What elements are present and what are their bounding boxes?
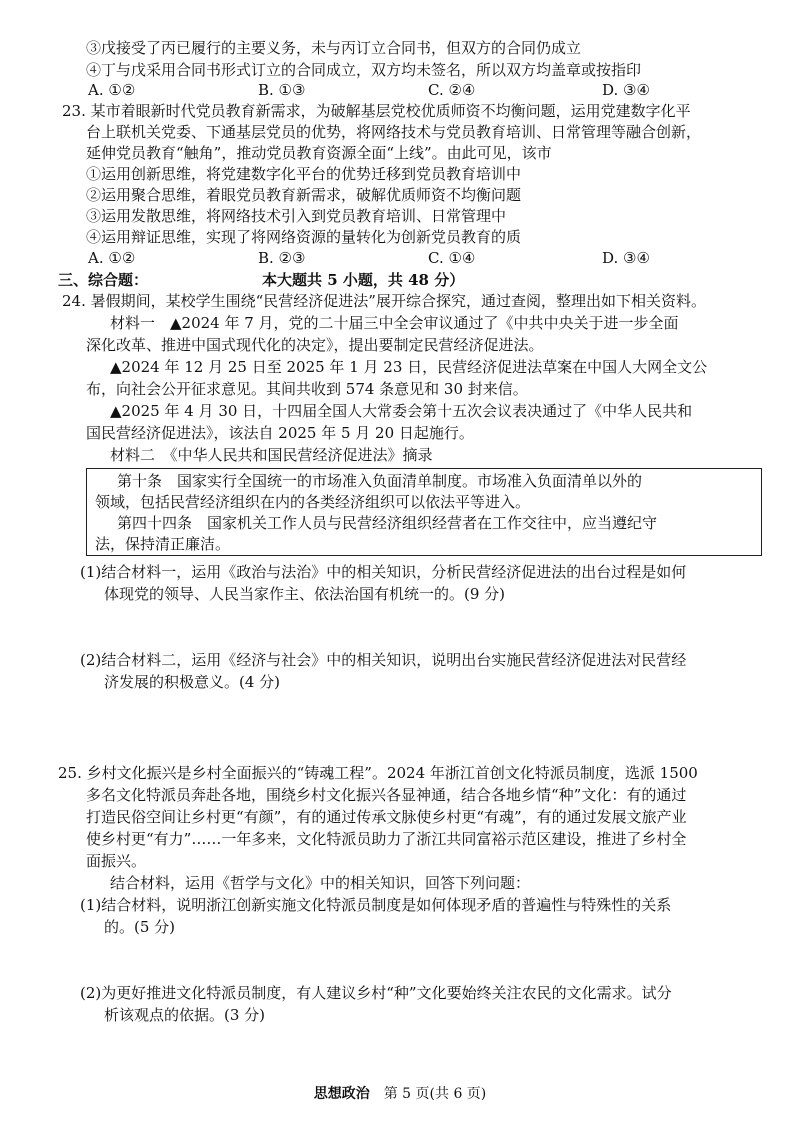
q23-choice-d: D. ③④ xyxy=(602,249,650,267)
q23-item-4: ④运用辩证思维，实现了将网络资源的量转化为创新党员教育的质 xyxy=(86,228,522,246)
q22-option-3: ③戊接受了丙已履行的主要义务，未与丙订立合同书，但双方的合同仍成立 xyxy=(86,39,582,57)
q25-stem-line-2: 多名文化特派员奔赴各地，围绕乡村文化振兴各显神通，结合各地乡情“种”文化：有的通过 xyxy=(86,786,687,804)
q23-choice-c: C. ①④ xyxy=(428,249,476,267)
q23-choices xyxy=(86,248,766,268)
q24-sub1-line-2: 体现党的领导、人民当家作主、依法治国有机统一的。(9 分) xyxy=(104,585,506,603)
q23-item-3: ③运用发散思维，将网络技术引入到党员教育培训、日常管理中 xyxy=(86,207,507,225)
q23-stem-line-2: 台上联机关党委、下通基层党员的优势，将网络技术与党员教育培训、日常管理等融合创新， xyxy=(86,123,702,141)
q25-sub1-line-1: (1)结合材料，说明浙江创新实施文化特派员制度是如何体现矛盾的普遍性与特殊性的关系 xyxy=(80,896,672,914)
q23-stem-line-1: 23. 某市着眼新时代党员教育新需求，为破解基层党校优质师资不均衡问题，运用党建数字化平 xyxy=(62,102,691,120)
q25-stem-line-5: 面振兴。 xyxy=(86,852,147,870)
q25-stem-line-3: 打造民俗空间让乡村更“有颜”，有的通过传承文脉使乡村更“有魂”，有的通过发展文旅产业 xyxy=(86,808,687,826)
page-footer xyxy=(0,1083,800,1103)
q25-instruction: 结合材料，运用《哲学与文化》中的相关知识，回答下列问题： xyxy=(110,874,531,892)
q24-box-line-1: 第十条 国家实行全国统一的市场准入负面清单制度。市场准入负面清单以外的 xyxy=(117,472,643,490)
q22-choice-b: B. ①③ xyxy=(258,81,306,99)
q23-item-2: ②运用聚合思维，着眼党员教育新需求，破解优质师资不均衡问题 xyxy=(86,186,522,204)
q24-material-1-line-4: 布，向社会公开征求意见。其间共收到 574 条意见和 30 封来信。 xyxy=(86,380,528,398)
q25-sub2-line-1: (2)为更好推进文化特派员制度，有人建议乡村“种”文化要始终关注农民的文化需求。试分 xyxy=(80,984,672,1002)
q24-sub2-line-1: (2)结合材料二，运用《经济与社会》中的相关知识，说明出台实施民营经济促进法对民营经 xyxy=(80,651,687,669)
q24-material-1-line-3: ▲2024 年 12 月 25 日至 2025 年 1 月 23 日，民营经济促进法草案在中国人大网全文公 xyxy=(110,358,708,376)
q24-sub2-line-2: 济发展的积极意义。(4 分) xyxy=(104,673,281,691)
section-3-label: 三、综合题： xyxy=(58,271,149,289)
q24-material-1-line-5: ▲2025 年 4 月 30 日，十四届全国人大常委会第十五次会议表决通过了《中华人民共和 xyxy=(110,402,693,420)
q24-material-2-title: 材料二 《中华人民共和国民营经济促进法》摘录 xyxy=(110,446,433,464)
q23-choice-b: B. ②③ xyxy=(258,249,306,267)
q22-choices xyxy=(86,80,766,100)
q22-choice-d: D. ③④ xyxy=(602,81,650,99)
q25-stem-line-1: 25. 乡村文化振兴是乡村全面振兴的“铸魂工程”。2024 年浙江首创文化特派员制度，选派 1500 xyxy=(58,764,698,782)
section-3-info: 本大题共 5 小题，共 48 分） xyxy=(262,271,465,289)
q23-stem-line-3: 延伸党员教育“触角”，推动党员教育资源全面“上线”。由此可见，该市 xyxy=(86,144,552,162)
q24-box-line-3: 第四十四条 国家机关工作人员与民营经济组织经营者在工作交往中，应当遵纪守 xyxy=(117,514,658,532)
q24-stem: 24. 暑假期间，某校学生围绕“民营经济促进法”展开综合探究，通过查阅，整理出如下相关资料。 xyxy=(62,292,706,310)
footer-subject: 思想政治 xyxy=(313,1086,370,1102)
q24-box-line-2: 领域，包括民营经济组织在内的各类经济组织可以依法平等进入。 xyxy=(95,493,531,511)
q24-box-line-4: 法，保持清正廉洁。 xyxy=(95,535,231,553)
q22-choice-c: C. ②④ xyxy=(428,81,476,99)
q24-material-2-box xyxy=(86,468,762,556)
q22-option-4: ④丁与戊采用合同书形式订立的合同成立，双方均未签名，所以双方均盖章或按指印 xyxy=(86,61,642,79)
q24-material-1-line-2: 深化改革、推进中国式现代化的决定》，提出要制定民营经济促进法。 xyxy=(86,336,544,354)
q25-stem-line-4: 使乡村更“有力”……一年多来，文化特派员助力了浙江共同富裕示范区建设，推进了乡村全 xyxy=(86,830,687,848)
q24-material-1-line-1: 材料一 ▲2024 年 7 月，党的二十届三中全会审议通过了《中共中央关于进一步全面 xyxy=(110,314,679,332)
q22-choice-a: A. ①② xyxy=(88,81,136,99)
q25-sub1-line-2: 的。(5 分) xyxy=(104,918,176,936)
q24-sub1-line-1: (1)结合材料一，运用《政治与法治》中的相关知识，分析民营经济促进法的出台过程是如何 xyxy=(80,563,687,581)
q24-material-1-line-6: 国民营经济促进法》，该法自 2025 年 5 月 20 日起施行。 xyxy=(86,424,474,442)
q25-sub2-line-2: 析该观点的依据。(3 分) xyxy=(104,1006,266,1024)
footer-page-number: 第 5 页(共 6 页) xyxy=(383,1086,487,1102)
q23-item-1: ①运用创新思维，将党建数字化平台的优势迁移到党员教育培训中 xyxy=(86,165,522,183)
q23-choice-a: A. ①② xyxy=(88,249,136,267)
